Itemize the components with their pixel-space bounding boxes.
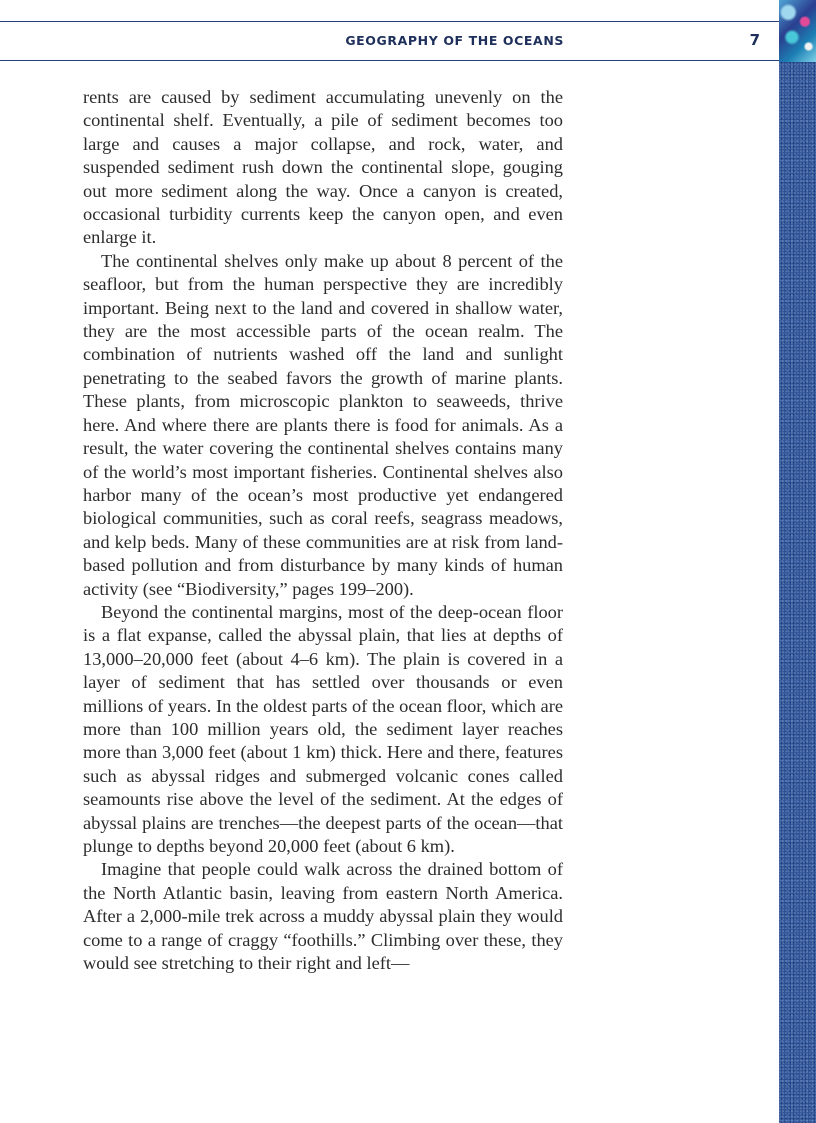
paragraph-continued: rents are caused by sediment accumulating unevenly on the continental shelf. Eventually, a pile of sediment becomes too large and causes a major collapse, and rock, water, and suspended sediment rush down the continental slope, gouging out more sediment along the way. Once a canyon is created, occasional turbidity currents keep the canyon open, and even enlarge it.: [83, 87, 563, 248]
running-head: GEOGRAPHY OF THE OCEANS: [345, 33, 564, 48]
header-top-rule: [0, 21, 779, 22]
paragraph-imagine-walk: Imagine that people could walk across the drained bottom of the North Atlantic basin, leaving from eastern North America. After a 2,000-mile trek across a muddy abyssal plain they would come to a range of craggy “foothills.” Climbing over these, they would see stretching to their right and left—: [83, 859, 563, 974]
header-bottom-rule: [0, 60, 779, 61]
side-color-strip: [779, 0, 816, 1123]
paragraph-continental-shelves: The continental shelves only make up about 8 percent of the seafloor, but from the human perspective they are incredibly important. Being next to the land and covered in shallow water, they are the most accessible parts of the ocean realm. The combination of nutrients washed off the land and sunlight penetrating to the seabed favors the growth of marine plants. These plants, from microscopic plankton to seaweeds, thrive here. And where there are plants there is food for animals. As a result, the water covering the continental shelves contains many of the world’s most important fisheries. Continental shelves also harbor many of the ocean’s most productive yet endangered biological communities, such as coral reefs, seagrass meadows, and kelp beds. Many of these communities are at risk from land-based pollution and from disturbance by many kinds of human activity (see “Biodiversity,” pages 199–200).: [83, 250, 563, 599]
body-text: [83, 86, 563, 975]
page-number: 7: [749, 31, 760, 49]
paragraph-abyssal-plain: Beyond the continental margins, most of the deep-ocean floor is a flat expanse, called the abyssal plain, that lies at depths of 13,000–20,000 feet (about 4–6 km). The plain is covered in a layer of sediment that has settled over thousands or even millions of years. In the oldest parts of the ocean floor, which are more than 100 million years old, the sediment layer reaches more than 3,000 feet (about 1 km) thick. Here and there, features such as abyssal ridges and submerged volcanic cones called seamounts rise above the level of the sediment. At the edges of abyssal plains are trenches—the deepest parts of the ocean—that plunge to depths beyond 20,000 feet (about 6 km).: [83, 601, 563, 856]
decorative-ocean-image: [779, 0, 816, 62]
